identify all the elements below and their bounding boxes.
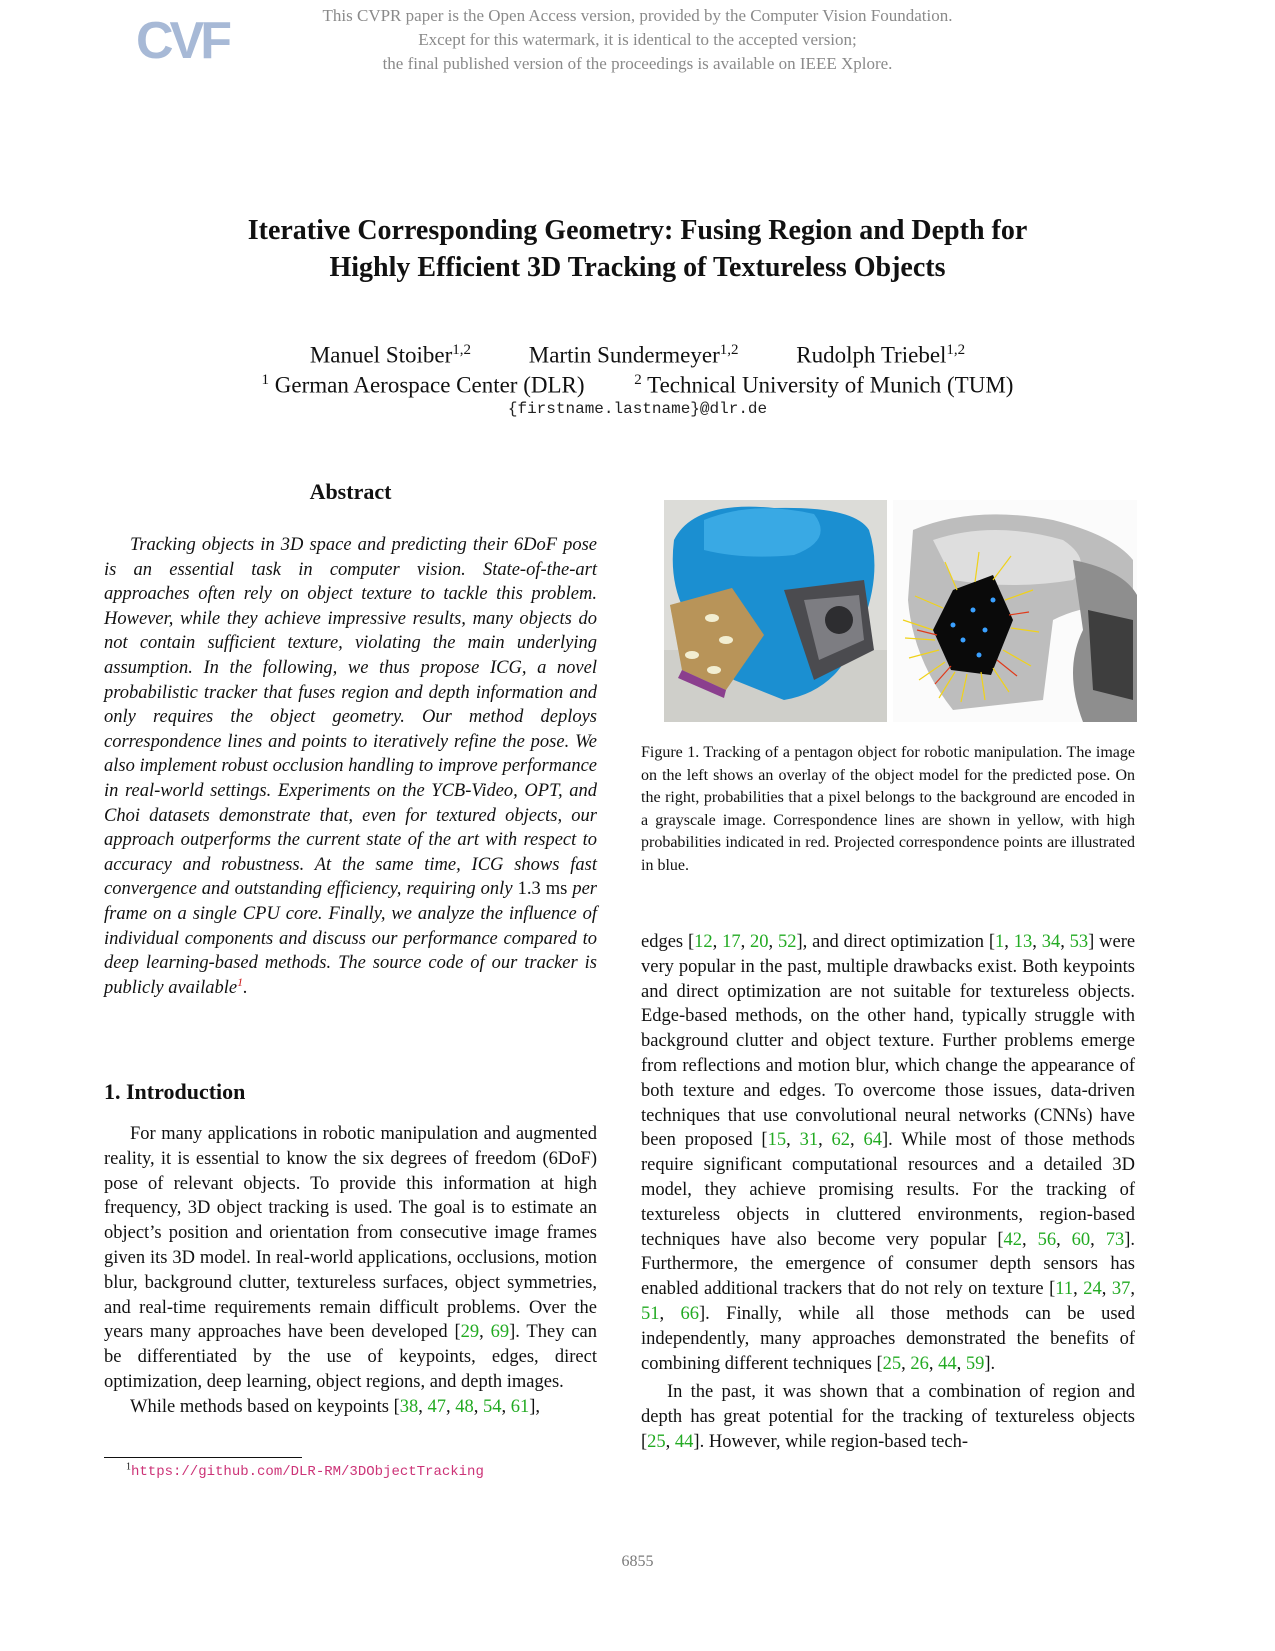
citation-link[interactable]: 59 [965, 1353, 985, 1374]
author-email: {firstname.lastname}@dlr.de [507, 400, 768, 418]
footnote-divider [104, 1457, 302, 1458]
figure-1-caption [641, 742, 1135, 878]
section-heading-introduction: 1. Introduction [104, 1079, 246, 1104]
citation-separator: , [956, 1353, 966, 1374]
abstract-part-1: Tracking objects in 3D space and predicting their 6DoF pose is an essential task in computer vision. State-of-the-art approaches often rely on object texture to tackle this problem. However, while they achieve impressive results, many objects do not contain sufficient texture, violating the main underlying assumption. In the following, we thus propose ICG, a novel probabilistic tracker that fuses region and depth information and only requires the object geometry. Our method deploys correspondence lines and points to iteratively refine the pose. We also implement robust occlusion handling to improve performance in real-world settings. Experiments on the YCB-Video, OPT, and Choi datasets demonstrate that, even for textured objects, our approach outperforms the current state of the art with respect to accuracy and robustness. At the same time, ICG shows fast convergence and outstanding efficiency, requiring only [104, 535, 597, 900]
citation-link[interactable]: 38 [399, 1396, 419, 1417]
affiliation-2 [634, 365, 1013, 401]
citation-link[interactable]: 24 [1083, 1279, 1102, 1300]
citation-link[interactable]: 48 [455, 1396, 474, 1417]
affiliation-2-mark: 2 [634, 372, 642, 388]
paper-title [120, 212, 1155, 286]
citation-link[interactable]: 61 [510, 1396, 530, 1417]
citation-link[interactable]: 56 [1037, 1229, 1057, 1250]
citation-separator: , [928, 1353, 939, 1374]
citation-separator: , [712, 932, 723, 952]
citation-separator: , [665, 1431, 675, 1452]
citation-link[interactable]: 26 [910, 1353, 929, 1374]
citation-group [995, 932, 1088, 952]
abstract-heading: Abstract [309, 479, 392, 504]
author-3-name: Rudolph Triebel [796, 342, 947, 368]
citation-link[interactable]: 11 [1055, 1279, 1074, 1300]
right-para-1-seg-1: edges [ [641, 932, 695, 952]
watermark-line-1: This CVPR paper is the Open Access version, provided by the Computer Vision Foundation. [322, 6, 953, 25]
affiliation-1-mark: 1 [261, 372, 270, 388]
figure-1-right-image [893, 500, 1137, 722]
right-para-1-seg-3: ] were very popular in the past, multiple drawbacks exist. Both keypoints and direct optimization are not suitable for textureless objects. Edge-based methods, on the other hand, typically struggle with background clutter and object texture. Further problems emerge from reflections and motion blur, which change the appearance of both texture and edges. To overcome those issues, data-driven techniques that use convolutional neural networks (CNNs) have been proposed [ [641, 932, 1136, 1151]
citation-link[interactable]: 62 [831, 1130, 851, 1151]
affiliation-1-name: German Aerospace Center (DLR) [274, 372, 585, 398]
citation-link[interactable]: 15 [767, 1130, 787, 1151]
citation-separator: , [659, 1303, 681, 1324]
footnote-reference[interactable]: 1 [237, 974, 244, 989]
citation-link[interactable]: 1 [995, 932, 1005, 952]
citation-separator: , [850, 1130, 864, 1151]
intro-para-1-text: For many applications in robotic manipulation and augmented reality, it is essential to know the six degrees of freedom (6DoF) pose of relevant objects. To provide this information at high frequency, 3D object tracking is used. The goal is to estimate an object’s position and orientation from consecutive image frames given its 3D model. In real-world applications, occlusions, motion blur, background clutter, textureless surfaces, object symmetries, and real-time requirements remain difficult problems. Over the years many approaches have been developed [ [104, 1124, 597, 1343]
citation-separator: , [446, 1396, 456, 1417]
right-para-1-seg-5: ]. Furthermore, the emergence of consumer depth sensors has enabled additional trackers that do not rely on texture [ [641, 1229, 1136, 1300]
footnote [126, 1463, 606, 1481]
right-column-text [641, 930, 1135, 1455]
citation-separator: , [901, 1353, 911, 1374]
paper-title-line-1: Iterative Corresponding Geometry: Fusing Region and Depth for [247, 215, 1028, 246]
citation-link[interactable]: 17 [722, 932, 741, 952]
author-1-name: Manuel Stoiber [309, 342, 453, 368]
robot-gripper-overlay-illustration [664, 500, 887, 722]
author-2-name: Martin Sundermeyer [528, 342, 720, 368]
abstract-time-value: 1.3 ms [517, 879, 568, 900]
intro-para-2-text: While methods based on keypoints [ [130, 1396, 400, 1417]
citation-link[interactable]: 44 [938, 1353, 957, 1374]
citation-group [768, 1130, 882, 1150]
right-para-1-seg-4: ]. While most of those methods require significant computational resources and a detailed 3D model, they achieve promising results. For the tracking of textureless objects in cluttered environments, region-based techniques have also become very popular [ [641, 1130, 1135, 1250]
introduction-text [104, 1122, 597, 1420]
footnote-mark: 1 [126, 1461, 131, 1473]
right-para-1-seg-2: ], and direct optimization [ [796, 932, 996, 952]
intro-para-1-tail: ]. They can be differentiated by the use of keypoints, edges, direct optimization, deep learning, object regions, and depth images. [104, 1322, 597, 1392]
citation-separator: , [1073, 1279, 1084, 1300]
citation-separator: , [768, 932, 778, 952]
citation-separator: , [1022, 1229, 1038, 1250]
citation-separator: , [1004, 932, 1014, 952]
citation-separator: , [473, 1396, 483, 1417]
citation-link[interactable]: 52 [777, 932, 797, 952]
abstract-text [104, 533, 597, 1000]
citation-separator: , [740, 932, 751, 952]
citation-group [647, 1432, 693, 1452]
citation-link[interactable]: 53 [1069, 932, 1089, 952]
citation-link[interactable]: 13 [1013, 932, 1033, 952]
abstract-part-2: per frame on a single CPU core. Finally, we analyze the influence of individual components and discuss our performance compared to deep learning-based methods. The source code of our tracker is publicly available [104, 879, 598, 998]
citation-link[interactable]: 47 [427, 1396, 446, 1417]
figure-caption-text: Tracking of a pentagon object for robotic manipulation. The image on the left shows an overlay of the object model for the predicted pose. On the right, probabilities that a pixel belongs to the background are encoded in a grayscale image. Correspondence lines are shown in yellow, with high probabilities indicated in red. Projected correspondence points are illustrated in blue. [641, 744, 1135, 874]
figure-caption-label: Figure 1. [641, 744, 700, 761]
intro-para-2-tail: ], [529, 1396, 541, 1417]
citation-link[interactable]: 37 [1111, 1279, 1131, 1300]
citation-separator: , [1090, 1229, 1106, 1250]
citation-link[interactable]: 25 [882, 1353, 902, 1374]
author-1-affil: 1,2 [452, 342, 472, 358]
citation-separator: , [1060, 932, 1070, 952]
cvf-logo [136, 8, 232, 72]
right-para-1-seg-7: ]. [984, 1353, 996, 1374]
citation-separator: , [1130, 1279, 1136, 1300]
footnote-url-link[interactable]: https://github.com/DLR-RM/3DObjectTracking [131, 1464, 484, 1480]
author-2-affil: 1,2 [719, 342, 739, 358]
citation-link[interactable]: 25 [647, 1431, 666, 1452]
right-para-2-seg-1: In the past, it was shown that a combination of region and depth has great potential for the tracking of textureless objects [ [641, 1382, 1135, 1452]
citation-group [1004, 1230, 1125, 1250]
citation-separator: , [1056, 1229, 1072, 1250]
citation-link[interactable]: 42 [1003, 1229, 1023, 1250]
right-para-1-seg-6: ]. Finally, while all those methods can be used independently, many approaches demonstrated the benefits of combining different techniques [ [641, 1303, 1135, 1374]
citation-group [461, 1322, 510, 1342]
citation-link[interactable]: 73 [1105, 1229, 1125, 1250]
citation-separator: , [501, 1396, 511, 1417]
citation-group [883, 1354, 985, 1374]
page-number: 6855 [621, 1553, 654, 1570]
cvf-logo-text: CVF [136, 12, 228, 70]
citation-separator: , [418, 1396, 428, 1417]
affiliation-1 [262, 365, 585, 401]
figure-1-left-image [664, 500, 887, 722]
citation-link[interactable]: 66 [680, 1303, 699, 1324]
citation-separator: , [786, 1130, 800, 1151]
citation-link[interactable]: 34 [1041, 932, 1061, 952]
citation-link[interactable]: 69 [490, 1322, 510, 1343]
citation-link[interactable]: 64 [863, 1130, 882, 1151]
abstract-end: . [243, 977, 248, 998]
citation-link[interactable]: 60 [1071, 1229, 1091, 1250]
citation-group [694, 932, 796, 952]
paper-title-line-2: Highly Efficient 3D Tracking of Textureless Objects [329, 252, 946, 283]
citation-group [400, 1397, 530, 1417]
citation-separator: , [1032, 932, 1042, 952]
citation-separator: , [1101, 1279, 1112, 1300]
watermark-line-3: the final published version of the proceedings is available on IEEE Xplore. [382, 54, 893, 73]
author-3-affil: 1,2 [946, 342, 966, 358]
citation-separator: , [818, 1130, 832, 1151]
citation-link[interactable]: 51 [641, 1303, 660, 1324]
citation-link[interactable]: 12 [694, 932, 713, 952]
citation-separator: , [479, 1322, 491, 1343]
citation-link[interactable]: 29 [460, 1322, 480, 1343]
citation-link[interactable]: 20 [750, 932, 769, 952]
affiliation-list [120, 365, 1155, 401]
right-para-2-seg-2: ]. However, while region-based tech- [693, 1431, 969, 1452]
citation-link[interactable]: 31 [799, 1130, 819, 1151]
citation-link[interactable]: 44 [674, 1431, 694, 1452]
citation-link[interactable]: 54 [483, 1396, 502, 1417]
background-probability-illustration [893, 500, 1137, 722]
watermark-notice [270, 4, 1005, 76]
affiliation-2-name: Technical University of Munich (TUM) [647, 372, 1014, 398]
watermark-line-2: Except for this watermark, it is identical to the accepted version; [418, 30, 857, 49]
